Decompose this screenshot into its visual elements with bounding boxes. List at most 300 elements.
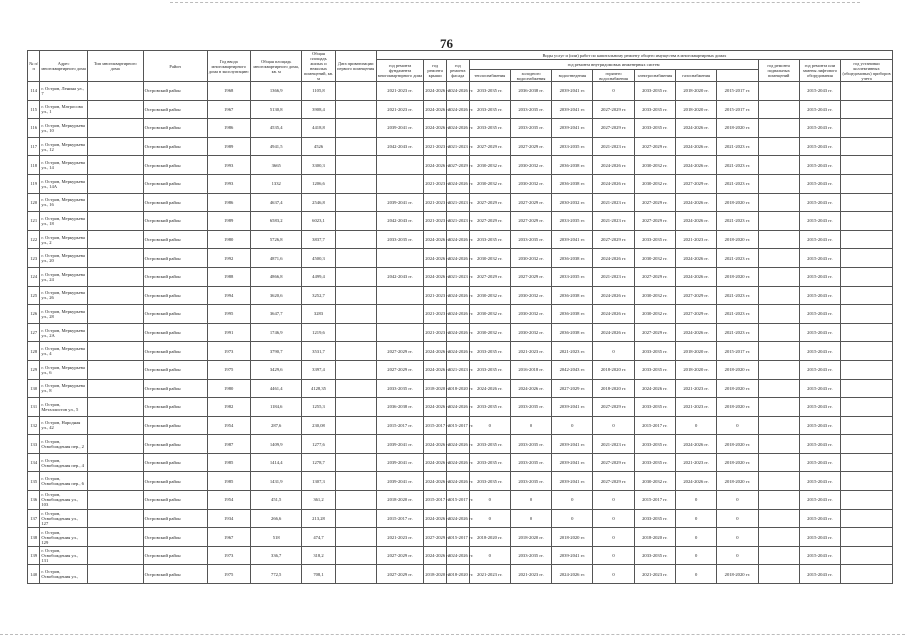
- cell-extra: [841, 546, 893, 565]
- scan-edge-top: [170, 2, 860, 3]
- col-header-address: Адрес многоквартирного дома: [40, 51, 87, 82]
- cell-roof: 2018-2020 гг.: [424, 565, 447, 584]
- cell-elevator: [758, 174, 799, 193]
- cell-total-area: 451,5: [250, 491, 302, 510]
- cell-year: 1934: [207, 509, 250, 528]
- cell-district: Островский район: [143, 137, 207, 156]
- cell-living-area: 1206,6: [302, 174, 335, 193]
- col-header-elevator: год ремонта или замены лифтового оборудования: [799, 60, 840, 82]
- cell-foundation: [376, 249, 423, 268]
- cell-year: 1987: [207, 435, 250, 454]
- table-row: [28, 174, 893, 193]
- cell-heat: 2033-2035 гг.: [469, 435, 510, 454]
- cell-hot-water: 2018-2020 гг.: [593, 379, 634, 398]
- cell-metering: 2015-2043 гг.: [799, 286, 840, 305]
- cell-metering: 2015-2043 гг.: [799, 546, 840, 565]
- cell-type: [87, 267, 143, 286]
- cell-roof: 2024-2026 гг.: [424, 119, 447, 138]
- cell-roof: 2024-2026 гг.: [424, 472, 447, 491]
- table-row: [28, 398, 893, 417]
- table-row: [28, 305, 893, 324]
- cell-total-area: 4941,5: [250, 137, 302, 156]
- table-row: [28, 435, 893, 454]
- cell-privatization: [335, 360, 376, 379]
- cell-basement: 2021-2023 гг.: [717, 137, 758, 156]
- cell-basement: 2018-2020 гг.: [717, 267, 758, 286]
- cell-type: [87, 435, 143, 454]
- cell-type: [87, 323, 143, 342]
- cell-drainage: 2021-2023 гг.: [552, 342, 593, 361]
- cell-basement: 2015-2017 гг.: [717, 342, 758, 361]
- cell-roof: 2018-2020 гг.: [424, 379, 447, 398]
- cell-metering: 2015-2043 гг.: [799, 137, 840, 156]
- cell-privatization: [335, 100, 376, 119]
- cell-privatization: [335, 305, 376, 324]
- cell-foundation: 2021-2023 гг.: [376, 82, 423, 101]
- cell-extra: [841, 565, 893, 584]
- col-header-gas: газоснабжения: [675, 70, 716, 82]
- cell-elevator: [758, 398, 799, 417]
- cell-elevator: [758, 230, 799, 249]
- col-header-hot-water: горячего водоснабжения: [593, 70, 634, 82]
- cell-privatization: [335, 193, 376, 212]
- cell-drainage: 2036-2038 гг.: [552, 156, 593, 175]
- cell-privatization: [335, 472, 376, 491]
- cell-electric: 2027-2029 гг.: [634, 137, 675, 156]
- cell-metering: 2015-2043 гг.: [799, 528, 840, 547]
- cell-address: г. Остров, Меркурьева ул., 10: [40, 119, 87, 138]
- cell-electric: 2018-2020 гг.: [634, 528, 675, 547]
- cell-address: г. Остров, Освобождения пер., 2: [40, 435, 87, 454]
- cell-drainage: 2036-2038 гг.: [552, 174, 593, 193]
- cell-district: Островский район: [143, 174, 207, 193]
- cell-year: 1975: [207, 360, 250, 379]
- cell-privatization: [335, 212, 376, 231]
- cell-hot-water: 0: [593, 565, 634, 584]
- table-row: [28, 509, 893, 528]
- cell-type: [87, 137, 143, 156]
- cell-privatization: [335, 119, 376, 138]
- table-row: [28, 528, 893, 547]
- cell-privatization: [335, 509, 376, 528]
- cell-address: г. Остров, Меркурьева ул., 24: [40, 267, 87, 286]
- cell-basement: 2018-2020 гг.: [717, 230, 758, 249]
- cell-total-area: 1746,9: [250, 323, 302, 342]
- cell-heat: 2030-2032 гг.: [469, 323, 510, 342]
- cell-num: 115: [28, 100, 40, 119]
- cell-basement: 0: [717, 416, 758, 435]
- cell-district: Островский район: [143, 472, 207, 491]
- cell-metering: 2015-2043 гг.: [799, 509, 840, 528]
- cell-extra: [841, 174, 893, 193]
- cell-electric: 2033-2035 гг.: [634, 435, 675, 454]
- cell-elevator: [758, 528, 799, 547]
- cell-drainage: 2039-2041 гг.: [552, 398, 593, 417]
- cell-gas: 0: [675, 546, 716, 565]
- cell-num: 128: [28, 342, 40, 361]
- cell-drainage: 2036-2038 гг.: [552, 323, 593, 342]
- cell-year: 1993: [207, 174, 250, 193]
- cell-elevator: [758, 82, 799, 101]
- cell-address: г. Остров, Меркурьева ул., 16: [40, 193, 87, 212]
- cell-metering: 2015-2043 гг.: [799, 491, 840, 510]
- cell-foundation: [376, 174, 423, 193]
- cell-extra: [841, 100, 893, 119]
- cell-hot-water: 2027-2029 гг.: [593, 100, 634, 119]
- cell-cold-water: 2030-2032 гг.: [510, 249, 551, 268]
- cell-electric: 2033-2035 гг.: [634, 360, 675, 379]
- cell-hot-water: 2021-2023 гг.: [593, 137, 634, 156]
- cell-facade: 2018-2020 гг.: [446, 379, 469, 398]
- cell-district: Островский район: [143, 100, 207, 119]
- cell-basement: 2021-2023 гг.: [717, 212, 758, 231]
- cell-address: г. Остров, Ленина ул., 7: [40, 82, 87, 101]
- cell-elevator: [758, 212, 799, 231]
- cell-drainage: 2036-2038 гг.: [552, 249, 593, 268]
- cell-heat: 2027-2029 гг.: [469, 193, 510, 212]
- cell-metering: 2015-2043 гг.: [799, 267, 840, 286]
- cell-roof: 2027-2029 гг.: [424, 528, 447, 547]
- cell-privatization: [335, 342, 376, 361]
- cell-foundation: 2036-2038 гг.: [376, 398, 423, 417]
- cell-num: 124: [28, 267, 40, 286]
- cell-extra: [841, 360, 893, 379]
- col-header-foundation: год ремонта фундамента многоквартирного дома: [376, 60, 423, 82]
- cell-foundation: 2021-2023 гг.: [376, 528, 423, 547]
- cell-cold-water: 2033-2035 гг.: [510, 472, 551, 491]
- cell-type: [87, 212, 143, 231]
- cell-elevator: [758, 249, 799, 268]
- cell-living-area: 213,28: [302, 509, 335, 528]
- cell-living-area: 3837,7: [302, 230, 335, 249]
- cell-electric: 2030-2032 гг.: [634, 305, 675, 324]
- cell-basement: 2021-2023 гг.: [717, 323, 758, 342]
- cell-num: 122: [28, 230, 40, 249]
- cell-cold-water: 0: [510, 509, 551, 528]
- cell-gas: 0: [675, 416, 716, 435]
- cell-cold-water: 2027-2029 гг.: [510, 267, 551, 286]
- table-row: [28, 491, 893, 510]
- cell-foundation: 2027-2029 гг.: [376, 565, 423, 584]
- cell-num: 138: [28, 528, 40, 547]
- cell-address: г. Остров, Меркурьева ул., 14А: [40, 174, 87, 193]
- col-header-basement: год ремонта подвальных помещений: [758, 60, 799, 82]
- cell-address: г. Остров, Меркурьева ул., 18: [40, 212, 87, 231]
- cell-elevator: [758, 546, 799, 565]
- cell-address: г. Остров, Освобождения пер., 4: [40, 453, 87, 472]
- cell-roof: 2021-2023 гг.: [424, 305, 447, 324]
- cell-extra: [841, 286, 893, 305]
- cell-electric: 2027-2029 гг.: [634, 193, 675, 212]
- cell-hot-water: 0: [593, 416, 634, 435]
- cell-district: Островский район: [143, 453, 207, 472]
- cell-gas: 0: [675, 528, 716, 547]
- cell-total-area: 4535,4: [250, 119, 302, 138]
- cell-elevator: [758, 565, 799, 584]
- cell-hot-water: 2027-2029 гг.: [593, 398, 634, 417]
- cell-address: г. Остров, Меркурьева ул., 4: [40, 342, 87, 361]
- cell-cold-water: 2027-2029 гг.: [510, 193, 551, 212]
- cell-gas: 2024-2026 гг.: [675, 137, 716, 156]
- cell-address: г. Остров, Меркурьева ул., 2А: [40, 323, 87, 342]
- cell-type: [87, 491, 143, 510]
- cell-elevator: [758, 323, 799, 342]
- cell-district: Островский район: [143, 565, 207, 584]
- cell-district: Островский район: [143, 193, 207, 212]
- cell-extra: [841, 398, 893, 417]
- cell-foundation: 2042-2043 гг.: [376, 212, 423, 231]
- cell-gas: 2024-2026 гг.: [675, 323, 716, 342]
- cell-year: 1985: [207, 453, 250, 472]
- cell-elevator: [758, 379, 799, 398]
- cell-hot-water: 2024-2026 гг.: [593, 174, 634, 193]
- cell-year: 1986: [207, 193, 250, 212]
- cell-privatization: [335, 82, 376, 101]
- cell-total-area: 287,6: [250, 416, 302, 435]
- cell-living-area: 1307,3: [302, 472, 335, 491]
- cell-hot-water: 2021-2023 гг.: [593, 212, 634, 231]
- cell-foundation: 2033-2035 гг.: [376, 379, 423, 398]
- cell-metering: 2015-2043 гг.: [799, 323, 840, 342]
- cell-address: г. Остров, Освобождения ул., 127: [40, 509, 87, 528]
- cell-metering: 2015-2043 гг.: [799, 119, 840, 138]
- cell-district: Островский район: [143, 286, 207, 305]
- cell-drainage: 2036-2038 гг.: [552, 305, 593, 324]
- cell-total-area: 1409,9: [250, 435, 302, 454]
- table-row: [28, 416, 893, 435]
- cell-address: г. Остров, Освобождения ул., 131: [40, 546, 87, 565]
- cell-electric: 2021-2023 гг.: [634, 565, 675, 584]
- cell-district: Островский район: [143, 305, 207, 324]
- cell-type: [87, 453, 143, 472]
- cell-hot-water: 2024-2026 гг.: [593, 156, 634, 175]
- cell-hot-water: 2027-2029 гг.: [593, 472, 634, 491]
- cell-basement: 2018-2020 гг.: [717, 565, 758, 584]
- table-row: [28, 342, 893, 361]
- cell-living-area: 1278,7: [302, 453, 335, 472]
- cell-roof: 2024-2026 гг.: [424, 249, 447, 268]
- cell-drainage: 2039-2041 гг.: [552, 472, 593, 491]
- cell-heat: 2027-2029 гг.: [469, 267, 510, 286]
- cell-heat: 2024-2026 гг.: [469, 379, 510, 398]
- cell-extra: [841, 249, 893, 268]
- cell-total-area: 336,7: [250, 546, 302, 565]
- cell-year: 1967: [207, 528, 250, 547]
- cell-cold-water: 2030-2032 гг.: [510, 286, 551, 305]
- col-header-works: Виды услуг и (или) работ по капитальному ремонту общего имущества в многоквартирных домах: [376, 51, 892, 60]
- cell-cold-water: 2030-2032 гг.: [510, 323, 551, 342]
- col-header-year: Год ввода многоквартирного дома в эксплуатацию: [207, 51, 250, 82]
- cell-heat: 2033-2035 гг.: [469, 453, 510, 472]
- cell-basement: 2021-2023 гг.: [717, 305, 758, 324]
- cell-metering: 2015-2043 гг.: [799, 230, 840, 249]
- cell-cold-water: 2033-2035 гг.: [510, 100, 551, 119]
- cell-type: [87, 342, 143, 361]
- cell-elevator: [758, 342, 799, 361]
- cell-district: Островский район: [143, 435, 207, 454]
- cell-drainage: 2039-2041 гг.: [552, 119, 593, 138]
- cell-gas: 2018-2020 гг.: [675, 342, 716, 361]
- cell-drainage: 2039-2041 гг.: [552, 230, 593, 249]
- col-header-metering: год установки коллективных (общедомовых) приборов учета: [842, 60, 891, 81]
- cell-metering: 2015-2043 гг.: [799, 565, 840, 584]
- cell-gas: 2024-2026 гг.: [675, 435, 716, 454]
- cell-district: Островский район: [143, 360, 207, 379]
- cell-cold-water: 2027-2029 гг.: [510, 137, 551, 156]
- cell-extra: [841, 212, 893, 231]
- col-header-systems: год ремонта внутридомовых инженерных систем: [469, 60, 758, 70]
- cell-extra: [841, 156, 893, 175]
- cell-year: 1992: [207, 249, 250, 268]
- cell-privatization: [335, 546, 376, 565]
- cell-basement: 2018-2020 гг.: [717, 453, 758, 472]
- cell-facade: 2024-2026 гг.: [446, 249, 469, 268]
- table-row: [28, 100, 893, 119]
- cell-foundation: 2018-2020 гг.: [376, 491, 423, 510]
- cell-total-area: 3620,6: [250, 286, 302, 305]
- cell-extra: [841, 267, 893, 286]
- cell-foundation: 2015-2017 гг.: [376, 509, 423, 528]
- cell-facade: 2021-2023 гг.: [446, 193, 469, 212]
- cell-gas: 2027-2029 гг.: [675, 305, 716, 324]
- cell-total-area: 1414,4: [250, 453, 302, 472]
- cell-cold-water: 2018-2020 гг.: [510, 528, 551, 547]
- cell-type: [87, 565, 143, 584]
- cell-living-area: 3283: [302, 305, 335, 324]
- table-row: [28, 230, 893, 249]
- cell-roof: 2024-2026 гг.: [424, 509, 447, 528]
- cell-basement: 2018-2020 гг.: [717, 472, 758, 491]
- cell-address: г. Остров, Меркурьева ул., 8: [40, 379, 87, 398]
- cell-total-area: 5726,8: [250, 230, 302, 249]
- cell-year: 1954: [207, 491, 250, 510]
- cell-heat: 2033-2035 гг.: [469, 342, 510, 361]
- housing-table: [27, 50, 893, 584]
- cell-foundation: [376, 156, 423, 175]
- cell-privatization: [335, 491, 376, 510]
- cell-basement: 0: [717, 546, 758, 565]
- cell-privatization: [335, 249, 376, 268]
- cell-foundation: 2027-2029 гг.: [376, 360, 423, 379]
- cell-year: 1991: [207, 323, 250, 342]
- col-header-living-area: Общая площадь жилых и нежилых помещений, кв. м: [303, 51, 334, 81]
- cell-electric: 2030-2032 гг.: [634, 156, 675, 175]
- cell-facade: 2015-2017 гг.: [446, 491, 469, 510]
- cell-district: Островский район: [143, 156, 207, 175]
- cell-roof: 2024-2026 гг.: [424, 360, 447, 379]
- cell-drainage: 2039-2041 гг.: [552, 546, 593, 565]
- cell-drainage: 2027-2029 гг.: [552, 379, 593, 398]
- cell-roof: 2021-2023 гг.: [424, 212, 447, 231]
- cell-cold-water: 2027-2029 гг.: [510, 212, 551, 231]
- cell-living-area: 1105,8: [302, 82, 335, 101]
- cell-num: 137: [28, 509, 40, 528]
- cell-district: Островский район: [143, 528, 207, 547]
- cell-gas: 2024-2026 гг.: [675, 249, 716, 268]
- cell-hot-water: 2021-2023 гг.: [593, 267, 634, 286]
- cell-hot-water: 0: [593, 528, 634, 547]
- col-header-privatization: Дата приватизации первого помещения: [335, 51, 376, 82]
- cell-district: Островский район: [143, 119, 207, 138]
- cell-roof: 2024-2026 гг.: [424, 435, 447, 454]
- cell-address: г. Остров, Меркурьева ул., 2: [40, 230, 87, 249]
- cell-facade: 2024-2026 гг.: [446, 453, 469, 472]
- cell-district: Островский район: [143, 212, 207, 231]
- cell-extra: [841, 119, 893, 138]
- cell-roof: 2024-2026 гг.: [424, 342, 447, 361]
- cell-extra: [841, 342, 893, 361]
- cell-type: [87, 472, 143, 491]
- cell-living-area: 3397,4: [302, 360, 335, 379]
- cell-basement: 2018-2020 гг.: [717, 379, 758, 398]
- cell-gas: 2024-2026 гг.: [675, 193, 716, 212]
- col-header-heat: теплоснабжения: [469, 70, 510, 82]
- cell-extra: [841, 305, 893, 324]
- cell-foundation: 2039-2041 гг.: [376, 453, 423, 472]
- cell-basement: 0: [717, 491, 758, 510]
- cell-gas: 2024-2026 гг.: [675, 267, 716, 286]
- table-row: [28, 565, 893, 584]
- cell-metering: 2015-2043 гг.: [799, 193, 840, 212]
- cell-district: Островский район: [143, 398, 207, 417]
- cell-elevator: [758, 156, 799, 175]
- cell-elevator: [758, 472, 799, 491]
- cell-year: 1995: [207, 305, 250, 324]
- cell-extra: [841, 528, 893, 547]
- cell-year: 1985: [207, 472, 250, 491]
- cell-heat: 2030-2032 гг.: [469, 174, 510, 193]
- cell-foundation: [376, 286, 423, 305]
- cell-total-area: 4866,8: [250, 267, 302, 286]
- cell-electric: 2015-2017 гг.: [634, 416, 675, 435]
- cell-gas: 2027-2029 гг.: [675, 286, 716, 305]
- col-header-cold-water: холодного водоснабжения: [510, 70, 551, 82]
- cell-roof: 2015-2017 гг.: [424, 416, 447, 435]
- cell-foundation: 2039-2041 гг.: [376, 435, 423, 454]
- cell-total-area: 3647,7: [250, 305, 302, 324]
- table-row: [28, 82, 893, 101]
- cell-facade: 2018-2020 гг.: [446, 565, 469, 584]
- cell-living-area: 4500,3: [302, 249, 335, 268]
- cell-cold-water: 2030-2032 гг.: [510, 305, 551, 324]
- cell-type: [87, 305, 143, 324]
- cell-heat: 0: [469, 509, 510, 528]
- cell-cold-water: 2033-2035 гг.: [510, 546, 551, 565]
- cell-living-area: 708,1: [302, 565, 335, 584]
- cell-cold-water: 2033-2035 гг.: [510, 435, 551, 454]
- cell-metering: 2015-2043 гг.: [799, 416, 840, 435]
- cell-metering: 2015-2043 гг.: [799, 305, 840, 324]
- cell-num: 125: [28, 286, 40, 305]
- cell-hot-water: 0: [593, 491, 634, 510]
- cell-heat: 0: [469, 416, 510, 435]
- cell-type: [87, 249, 143, 268]
- cell-metering: 2015-2043 гг.: [799, 398, 840, 417]
- cell-foundation: 2042-2043 гг.: [376, 267, 423, 286]
- cell-electric: 2027-2029 гг.: [634, 267, 675, 286]
- cell-basement: 2018-2020 гг.: [717, 193, 758, 212]
- cell-facade: 2024-2026 гг.: [446, 119, 469, 138]
- cell-hot-water: 2021-2023 гг.: [593, 435, 634, 454]
- cell-elevator: [758, 305, 799, 324]
- cell-metering: 2015-2043 гг.: [799, 82, 840, 101]
- cell-foundation: 2021-2023 гг.: [376, 100, 423, 119]
- cell-metering: 2015-2043 гг.: [799, 100, 840, 119]
- cell-drainage: 2039-2041 гг.: [552, 453, 593, 472]
- cell-electric: 2033-2035 гг.: [634, 546, 675, 565]
- cell-privatization: [335, 398, 376, 417]
- cell-living-area: 2546,8: [302, 193, 335, 212]
